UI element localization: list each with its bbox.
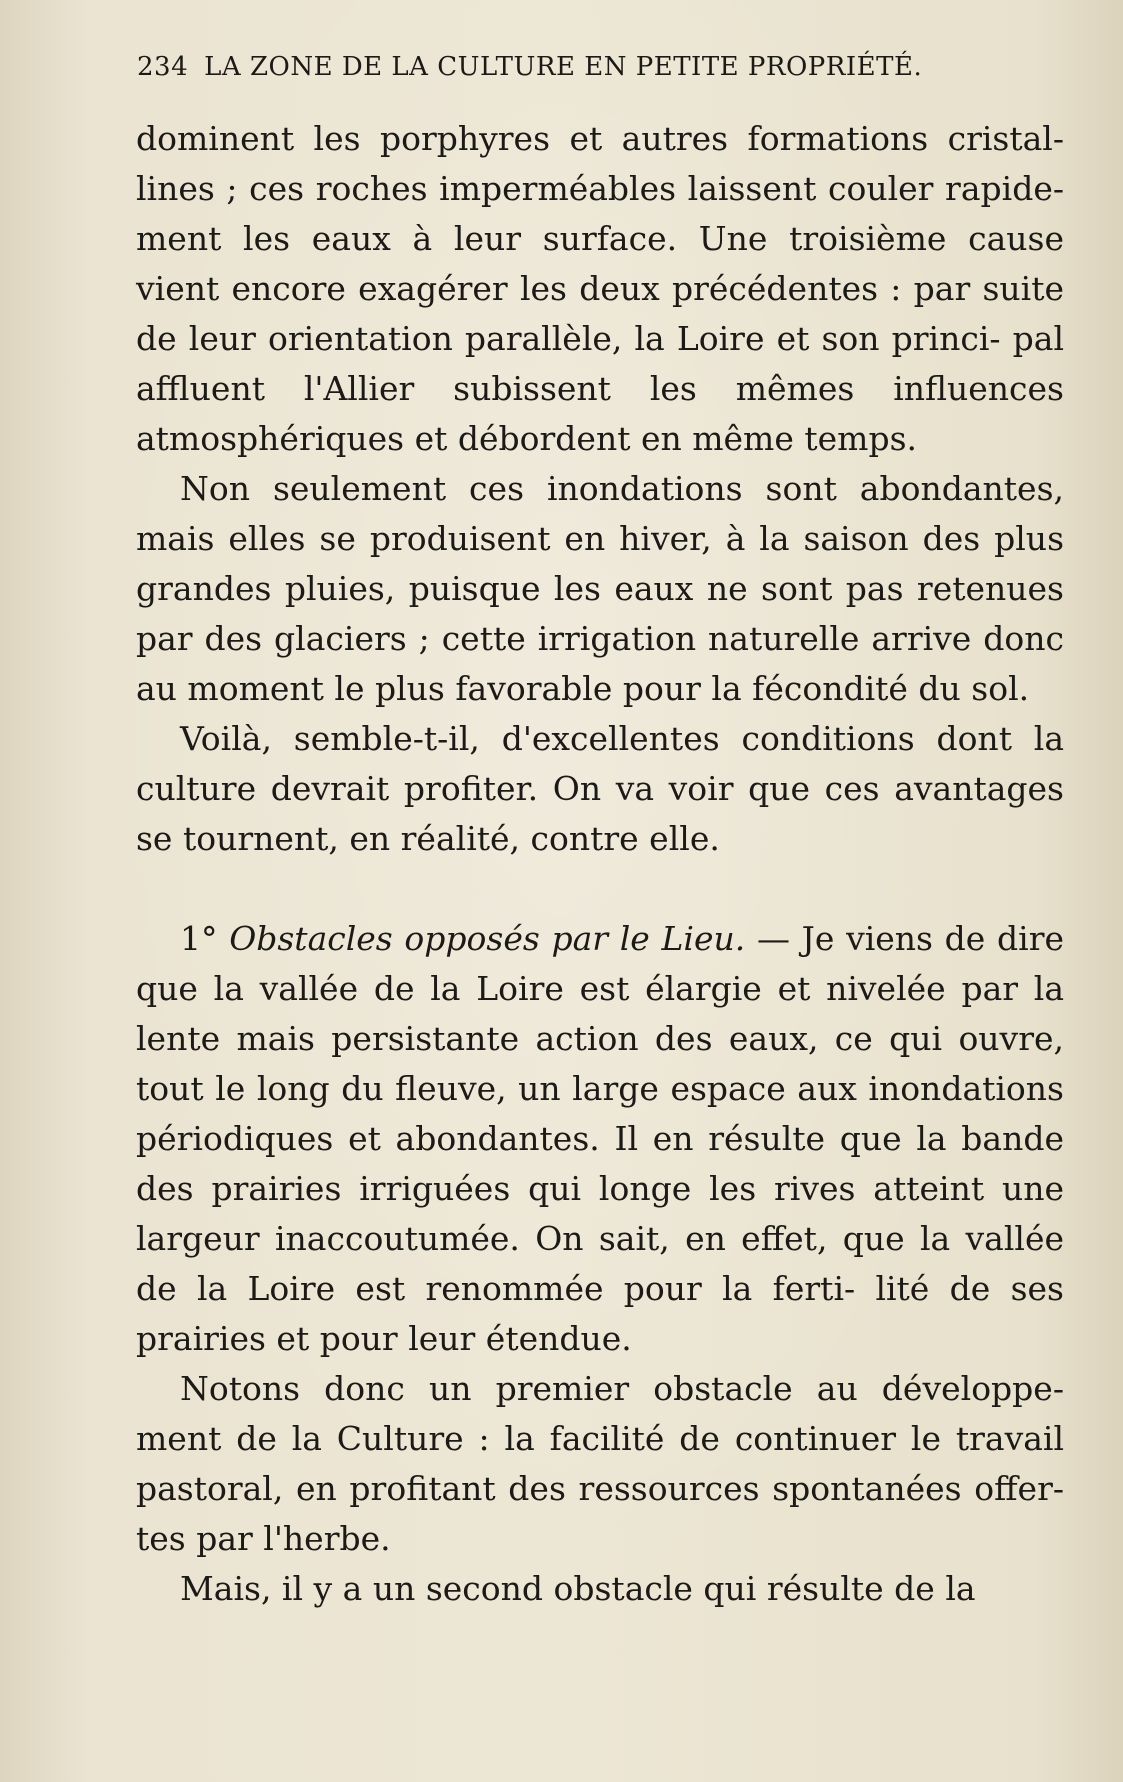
paragraph: Non seulement ces inondations sont abondantes, mais elles se produisent en hiver, à la saison des plus grandes pluies, puisque les eaux ne sont pas retenues par des glaciers ; cette irrigation naturelle arrive donc au moment le plus favorable pour la fécondité du sol. [136, 469, 1064, 708]
running-header [137, 52, 1037, 82]
paragraph-continuation: dominent les porphyres et autres formations cristal- lines ; ces roches imperméables laissent couler rapide- ment les eaux à leur surface. Une troisième cause vient encore exagérer les deux précédentes : par suite de leur orientation parallèle, la Loire et son princi- pal affluent l'Allier subissent les mêmes influences atmosphériques et débordent en même temps. [136, 119, 1064, 458]
section-heading: Obstacles opposés par le Lieu. [229, 919, 746, 958]
page-body [136, 114, 1064, 1614]
section-dash: — [745, 919, 802, 958]
running-title: LA ZONE DE LA CULTURE EN PETITE PROPRIÉTÉ. [204, 52, 923, 82]
section-first-text: Je viens de dire que la vallée de la Loire est élargie et nivelée par la lente mais persistante action des eaux, ce qui ouvre, tout le long du fleuve, un large espace aux inondations périodiques et abondantes. Il en résulte que la bande des prairies irriguées qui longe les rives atteint une largeur inaccoutumée. On sait, en effet, que la vallée de la Loire est renommée pour la ferti- lité de ses prairies et pour leur étendue. [136, 919, 1065, 1358]
paragraph: Voilà, semble-t-il, d'excellentes conditions dont la culture devrait profiter. On va voir que ces avantages se tournent, en réalité, contre elle. [136, 719, 1064, 858]
paragraph: Mais, il y a un second obstacle qui résulte de la [180, 1569, 976, 1608]
page-number: 234 [137, 52, 189, 82]
section-number: 1° [180, 919, 218, 958]
section-paragraph [136, 914, 1064, 1364]
paragraph: Notons donc un premier obstacle au développe- ment de la Culture : la facilité de continuer le travail pastoral, en profitant des ressources spontanées offer- tes par l'herbe. [136, 1369, 1064, 1558]
